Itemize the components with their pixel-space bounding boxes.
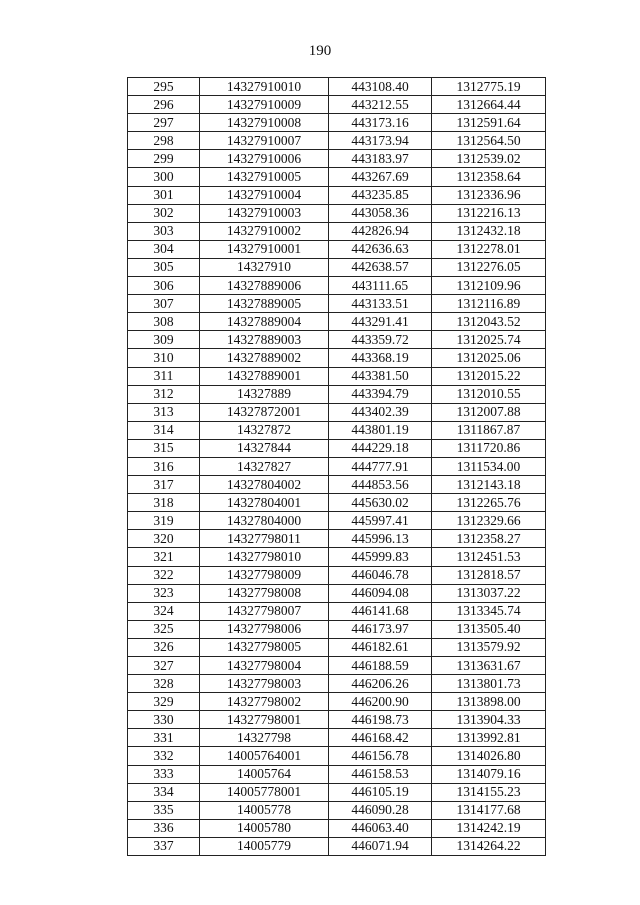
y-coordinate-cell: 1312664.44	[432, 96, 546, 114]
point-number-cell: 300	[128, 168, 200, 186]
y-coordinate-cell: 1312564.50	[432, 132, 546, 150]
y-coordinate-cell: 1312336.96	[432, 186, 546, 204]
point-number-cell: 305	[128, 258, 200, 276]
code-cell: 14327798011	[200, 530, 329, 548]
point-number-cell: 321	[128, 548, 200, 566]
code-cell: 14327798001	[200, 711, 329, 729]
point-number-cell: 303	[128, 222, 200, 240]
point-number-cell: 311	[128, 367, 200, 385]
x-coordinate-cell: 446105.19	[329, 783, 432, 801]
y-coordinate-cell: 1312216.13	[432, 204, 546, 222]
y-coordinate-cell: 1313505.40	[432, 620, 546, 638]
code-cell: 14327889005	[200, 295, 329, 313]
code-cell: 14327889001	[200, 367, 329, 385]
y-coordinate-cell: 1313904.33	[432, 711, 546, 729]
point-number-cell: 328	[128, 675, 200, 693]
code-cell: 14005778	[200, 801, 329, 819]
y-coordinate-cell: 1314177.68	[432, 801, 546, 819]
y-coordinate-cell: 1313898.00	[432, 693, 546, 711]
table-row	[128, 186, 546, 204]
point-number-cell: 315	[128, 439, 200, 457]
point-number-cell: 330	[128, 711, 200, 729]
code-cell: 14327910010	[200, 78, 329, 96]
point-number-cell: 310	[128, 349, 200, 367]
code-cell: 14327889004	[200, 313, 329, 331]
point-number-cell: 314	[128, 421, 200, 439]
x-coordinate-cell: 443291.41	[329, 313, 432, 331]
code-cell: 14327798010	[200, 548, 329, 566]
table-row	[128, 385, 546, 403]
y-coordinate-cell: 1312109.96	[432, 277, 546, 295]
y-coordinate-cell: 1312591.64	[432, 114, 546, 132]
table-row	[128, 602, 546, 620]
code-cell: 14327910004	[200, 186, 329, 204]
x-coordinate-cell: 443133.51	[329, 295, 432, 313]
x-coordinate-cell: 446071.94	[329, 837, 432, 855]
point-number-cell: 334	[128, 783, 200, 801]
table-row	[128, 240, 546, 258]
code-cell: 14327844	[200, 439, 329, 457]
x-coordinate-cell: 445630.02	[329, 494, 432, 512]
point-number-cell: 307	[128, 295, 200, 313]
point-number-cell: 327	[128, 657, 200, 675]
table-row	[128, 584, 546, 602]
x-coordinate-cell: 445997.41	[329, 512, 432, 530]
point-number-cell: 318	[128, 494, 200, 512]
table-row	[128, 331, 546, 349]
point-number-cell: 317	[128, 476, 200, 494]
point-number-cell: 336	[128, 819, 200, 837]
point-number-cell: 313	[128, 403, 200, 421]
x-coordinate-cell: 446200.90	[329, 693, 432, 711]
point-number-cell: 316	[128, 457, 200, 475]
code-cell: 14327910005	[200, 168, 329, 186]
y-coordinate-cell: 1313631.67	[432, 657, 546, 675]
table-row	[128, 693, 546, 711]
y-coordinate-cell: 1312358.64	[432, 168, 546, 186]
code-cell: 14327910008	[200, 114, 329, 132]
y-coordinate-cell: 1314079.16	[432, 765, 546, 783]
table-body	[128, 78, 546, 856]
y-coordinate-cell: 1312775.19	[432, 78, 546, 96]
x-coordinate-cell: 446094.08	[329, 584, 432, 602]
point-number-cell: 309	[128, 331, 200, 349]
code-cell: 14327910	[200, 258, 329, 276]
y-coordinate-cell: 1313345.74	[432, 602, 546, 620]
code-cell: 14327798004	[200, 657, 329, 675]
table-row	[128, 729, 546, 747]
y-coordinate-cell: 1313801.73	[432, 675, 546, 693]
code-cell: 14005778001	[200, 783, 329, 801]
point-number-cell: 320	[128, 530, 200, 548]
y-coordinate-cell: 1312358.27	[432, 530, 546, 548]
point-number-cell: 323	[128, 584, 200, 602]
y-coordinate-cell: 1312007.88	[432, 403, 546, 421]
table-row	[128, 168, 546, 186]
table-row	[128, 819, 546, 837]
table-row	[128, 620, 546, 638]
point-number-cell: 331	[128, 729, 200, 747]
code-cell: 14327910009	[200, 96, 329, 114]
y-coordinate-cell: 1312265.76	[432, 494, 546, 512]
x-coordinate-cell: 446156.78	[329, 747, 432, 765]
point-number-cell: 296	[128, 96, 200, 114]
code-cell: 14327804002	[200, 476, 329, 494]
table-row	[128, 295, 546, 313]
table-row	[128, 457, 546, 475]
y-coordinate-cell: 1312025.06	[432, 349, 546, 367]
point-number-cell: 301	[128, 186, 200, 204]
x-coordinate-cell: 443111.65	[329, 277, 432, 295]
point-number-cell: 295	[128, 78, 200, 96]
x-coordinate-cell: 446206.26	[329, 675, 432, 693]
code-cell: 14327889006	[200, 277, 329, 295]
page-number: 190	[308, 43, 332, 59]
code-cell: 14327804001	[200, 494, 329, 512]
x-coordinate-cell: 446090.28	[329, 801, 432, 819]
x-coordinate-cell: 443394.79	[329, 385, 432, 403]
y-coordinate-cell: 1312015.22	[432, 367, 546, 385]
table-row	[128, 439, 546, 457]
y-coordinate-cell: 1312276.05	[432, 258, 546, 276]
x-coordinate-cell: 442638.57	[329, 258, 432, 276]
table-row	[128, 638, 546, 656]
y-coordinate-cell: 1312818.57	[432, 566, 546, 584]
table-row	[128, 711, 546, 729]
table-row	[128, 222, 546, 240]
code-cell: 14327872001	[200, 403, 329, 421]
x-coordinate-cell: 443183.97	[329, 150, 432, 168]
x-coordinate-cell: 443267.69	[329, 168, 432, 186]
point-number-cell: 335	[128, 801, 200, 819]
code-cell: 14327798007	[200, 602, 329, 620]
table-row	[128, 96, 546, 114]
y-coordinate-cell: 1312432.18	[432, 222, 546, 240]
table-row	[128, 313, 546, 331]
code-cell: 14327798002	[200, 693, 329, 711]
x-coordinate-cell: 446046.78	[329, 566, 432, 584]
table-row	[128, 204, 546, 222]
point-number-cell: 326	[128, 638, 200, 656]
y-coordinate-cell: 1313579.92	[432, 638, 546, 656]
code-cell: 14327827	[200, 457, 329, 475]
table-row	[128, 747, 546, 765]
y-coordinate-cell: 1312116.89	[432, 295, 546, 313]
table-row	[128, 78, 546, 96]
x-coordinate-cell: 442826.94	[329, 222, 432, 240]
point-number-cell: 319	[128, 512, 200, 530]
point-number-cell: 297	[128, 114, 200, 132]
code-cell: 14327910003	[200, 204, 329, 222]
y-coordinate-cell: 1312025.74	[432, 331, 546, 349]
x-coordinate-cell: 443402.39	[329, 403, 432, 421]
y-coordinate-cell: 1313992.81	[432, 729, 546, 747]
point-number-cell: 298	[128, 132, 200, 150]
x-coordinate-cell: 446141.68	[329, 602, 432, 620]
x-coordinate-cell: 443173.94	[329, 132, 432, 150]
table-row	[128, 258, 546, 276]
point-number-cell: 333	[128, 765, 200, 783]
point-number-cell: 306	[128, 277, 200, 295]
point-number-cell: 322	[128, 566, 200, 584]
point-number-cell: 325	[128, 620, 200, 638]
point-number-cell: 312	[128, 385, 200, 403]
x-coordinate-cell: 446158.53	[329, 765, 432, 783]
y-coordinate-cell: 1312043.52	[432, 313, 546, 331]
code-cell: 14327798003	[200, 675, 329, 693]
point-number-cell: 302	[128, 204, 200, 222]
code-cell: 14327910006	[200, 150, 329, 168]
y-coordinate-cell: 1312278.01	[432, 240, 546, 258]
x-coordinate-cell: 446182.61	[329, 638, 432, 656]
table-row	[128, 114, 546, 132]
code-cell: 14327910001	[200, 240, 329, 258]
code-cell: 14327889003	[200, 331, 329, 349]
table-row	[128, 566, 546, 584]
code-cell: 14327889	[200, 385, 329, 403]
x-coordinate-cell: 444853.56	[329, 476, 432, 494]
code-cell: 14327798006	[200, 620, 329, 638]
y-coordinate-cell: 1314026.80	[432, 747, 546, 765]
y-coordinate-cell: 1311720.86	[432, 439, 546, 457]
y-coordinate-cell: 1312143.18	[432, 476, 546, 494]
code-cell: 14327798	[200, 729, 329, 747]
point-number-cell: 332	[128, 747, 200, 765]
coordinates-table	[127, 77, 546, 856]
x-coordinate-cell: 443108.40	[329, 78, 432, 96]
table-row	[128, 367, 546, 385]
code-cell: 14327889002	[200, 349, 329, 367]
point-number-cell: 304	[128, 240, 200, 258]
point-number-cell: 308	[128, 313, 200, 331]
point-number-cell: 329	[128, 693, 200, 711]
x-coordinate-cell: 443212.55	[329, 96, 432, 114]
y-coordinate-cell: 1312010.55	[432, 385, 546, 403]
x-coordinate-cell: 445999.83	[329, 548, 432, 566]
table-row	[128, 494, 546, 512]
table-row	[128, 530, 546, 548]
x-coordinate-cell: 443381.50	[329, 367, 432, 385]
table-row	[128, 150, 546, 168]
code-cell: 14327872	[200, 421, 329, 439]
table-row	[128, 801, 546, 819]
table-row	[128, 675, 546, 693]
x-coordinate-cell: 443058.36	[329, 204, 432, 222]
code-cell: 14005764001	[200, 747, 329, 765]
table-row	[128, 837, 546, 855]
code-cell: 14327804000	[200, 512, 329, 530]
y-coordinate-cell: 1313037.22	[432, 584, 546, 602]
code-cell: 14005780	[200, 819, 329, 837]
x-coordinate-cell: 443359.72	[329, 331, 432, 349]
x-coordinate-cell: 443173.16	[329, 114, 432, 132]
table-row	[128, 512, 546, 530]
x-coordinate-cell: 443801.19	[329, 421, 432, 439]
table-row	[128, 421, 546, 439]
x-coordinate-cell: 446173.97	[329, 620, 432, 638]
table-row	[128, 765, 546, 783]
y-coordinate-cell: 1312451.53	[432, 548, 546, 566]
x-coordinate-cell: 444229.18	[329, 439, 432, 457]
point-number-cell: 324	[128, 602, 200, 620]
y-coordinate-cell: 1314155.23	[432, 783, 546, 801]
table-row	[128, 277, 546, 295]
x-coordinate-cell: 445996.13	[329, 530, 432, 548]
x-coordinate-cell: 442636.63	[329, 240, 432, 258]
code-cell: 14327798008	[200, 584, 329, 602]
point-number-cell: 337	[128, 837, 200, 855]
code-cell: 14327798005	[200, 638, 329, 656]
table-row	[128, 403, 546, 421]
point-number-cell: 299	[128, 150, 200, 168]
table-row	[128, 132, 546, 150]
table-row	[128, 548, 546, 566]
x-coordinate-cell: 443368.19	[329, 349, 432, 367]
table-row	[128, 476, 546, 494]
y-coordinate-cell: 1311867.87	[432, 421, 546, 439]
x-coordinate-cell: 443235.85	[329, 186, 432, 204]
x-coordinate-cell: 444777.91	[329, 457, 432, 475]
x-coordinate-cell: 446198.73	[329, 711, 432, 729]
y-coordinate-cell: 1314264.22	[432, 837, 546, 855]
y-coordinate-cell: 1314242.19	[432, 819, 546, 837]
y-coordinate-cell: 1312539.02	[432, 150, 546, 168]
y-coordinate-cell: 1311534.00	[432, 457, 546, 475]
x-coordinate-cell: 446168.42	[329, 729, 432, 747]
code-cell: 14005764	[200, 765, 329, 783]
code-cell: 14327910007	[200, 132, 329, 150]
table-row	[128, 657, 546, 675]
code-cell: 14327910002	[200, 222, 329, 240]
code-cell: 14327798009	[200, 566, 329, 584]
x-coordinate-cell: 446063.40	[329, 819, 432, 837]
x-coordinate-cell: 446188.59	[329, 657, 432, 675]
table-row	[128, 783, 546, 801]
table-row	[128, 349, 546, 367]
y-coordinate-cell: 1312329.66	[432, 512, 546, 530]
code-cell: 14005779	[200, 837, 329, 855]
